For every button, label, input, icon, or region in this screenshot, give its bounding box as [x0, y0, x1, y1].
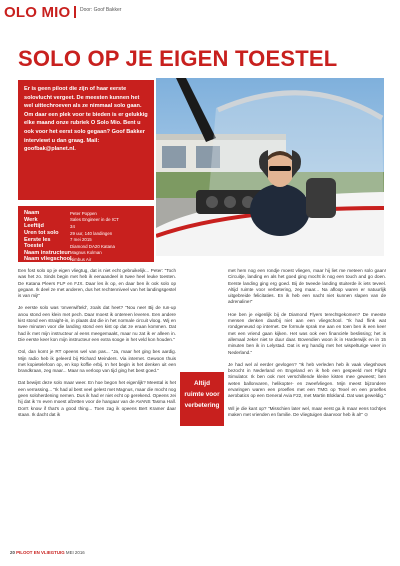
body-paragraph: Een fost solo op je eigen vliegtug, dat is niet echt gebruikelijk... Peter: "Toch was het zo. Sinds begin met heb ik eenaandeel in twee heel leuke toesten. De Katana Pleers FLP en FJX. Daar les ik op, en daar ben ik ook solo op gegaan. Ik deel ze met anderen, dus het rechtenniveel van het landingsgestel is van mij!" — [18, 268, 176, 299]
body-paragraph: Wil je die kant op? "Misschien later wel, maar eerst ga ik maar eens tochtjes maken met vrienden en familie. De vliegtuigen daarvoor heb ik al!" ⊙ — [228, 405, 386, 417]
profile-row: Eerste les 7 mei 2015 — [24, 236, 92, 243]
profile-row: Uren tot solo 29 uur, 140 landingen — [24, 230, 113, 237]
page-number: 20 — [10, 550, 15, 555]
body-paragraph: Je eerste solo was 'onverwifteld', zoals dat heet? "Nou nee! Bij de run-up anou stond een klein met pech. Daar moest ik ontereen leveren. Een andere kist stond een straight-in, in plaats dat die in het normale circuit vloog. Wij en twee minuten voor die landing stond een kist op dat ze eraan kommen. Dat had ik met mijn instructeur al eens meegemaakt, maar nu zat ik er alleen in. Die eerste keer kon mijn instructeur een extra sooge in het veld kon houden." — [18, 305, 176, 342]
page-header — [0, 0, 400, 24]
page-footer — [10, 550, 85, 555]
profile-row: Werk Sales Engineer in de ICT — [24, 216, 119, 223]
body-paragraph: Je had wel al eerder gevlogen? "Ik heb verleden heb ik vaak vliegshows bezocht in Nederland en Engeland en ik heb een gespeeld met Flight Simulator. Ik ben ook met verschillende kleine kisten mee geweest; ben weten ballonvaren, helikopter- en zweefvliegen. Mijn meest bijzondere ervaringen waren een proefles met een TMG op Texel en een proefles aerobatics op een General Avia F22, met Martin Blokland. Dat was geweldig." — [228, 361, 386, 399]
body-paragraph: Ool, dan komt je RT opeens wel van pas... "Ja, maar het ging bes aardig. Mijn radio heb ik geleerd bij Richard Meinders. Via internet. Gewoon thuis met kopietelefoon op, en kop koffie erbij. In het begin is het denken uit een brandkraan, zeg maar... Maar na verloop van tijd ging het best goed." — [18, 349, 176, 374]
pull-quote: Altijd ruimte voor verbetering — [180, 372, 224, 426]
series-divider — [74, 6, 76, 18]
byline: Door: Goof Bakker — [80, 7, 122, 13]
article-column-right — [228, 268, 386, 424]
profile-row: Leeftijd 34 — [24, 223, 75, 230]
body-paragraph: Hoe ben je eigenlijk bij de Diamond Flyers terechtgekomen? De meeste mensen denken daarbij niet aan een vliegschool. "Ik had flink wat rondgeneusd op internet. De formule sprak me aan en toen ben ik een keer met een vriend gaan kijken. Het was ook een financiële beslissing; het is allemaal zeker niet te duur daar. Bovendien woon ik in Harderwijk en in 15 minuten ben ik in Lelystad. Dat is erg handig met het wispelturige weer in Nederland." — [228, 311, 386, 355]
body-paragraph: met hem nog een rondje moest vliegen, maar hij liet me meteen solo gaan! Circuitje, landing en als het goed ging mocht ik nog een touch and go doen. Eerste landing ging erg goed. Bij de tweede landing stuiterde ik iets teveel. Altijd ruimte voor verbetering, zeg maar... Na afloop waren er natuurlijk uitgebreide felicitaties. En ik heb een nacht niet kunnen slapen van de adrenaline!" — [228, 268, 386, 305]
profile-row: Naam Peter Poppen — [24, 210, 97, 217]
magazine-name: PILOOT EN VLIEGTUIG — [16, 550, 65, 555]
series-title: OLO MIO — [4, 4, 76, 21]
profile-row: Naam instructeur Magnus Kolman — [24, 249, 102, 256]
body-paragraph: Dat bewijst deze solo maar weer. En hoe begon het eigenlijk? Meestal is het een verrassing... "Ik had al best veel gelest met Magnus, maar die mocht nog geen soloherdening nemen. Dus ik had er niet echt op gerekend. Opeens zei hij dat ik 'm even moest afzetten voor de hangaar van de AVANS Tasma Hall. Don't know if that's a good thing... Toen zag ik opeens Bert Kramer daar staan. Ik dacht dat ik — [18, 380, 176, 417]
profile-row: Toestel Diamond DA20 Katana — [24, 243, 115, 250]
profile-box — [18, 206, 154, 262]
profile-row: Naam vliegschool Nimbus Air — [24, 256, 92, 263]
article-title: SOLO OP JE EIGEN TOESTEL — [18, 46, 338, 71]
pilot-cockpit-photo — [156, 78, 384, 256]
article-column-left — [18, 268, 176, 424]
intro-box: Er is geen piloot die zijn of haar eerste solovlucht vergeet. De meesten kunnen het wel uittechroeven als ze nimmaal solo gaan. Om daar een plek voor te bieden is er gelukkig elke maand onze rubriek O Solo Mio. Bent u ook voor het eerst solo gegaan? Goof Bakker interviewt u dan graag. Mail: goofbak@planet.nl. — [18, 80, 154, 200]
issue-date: MEI 2016 — [65, 550, 85, 555]
